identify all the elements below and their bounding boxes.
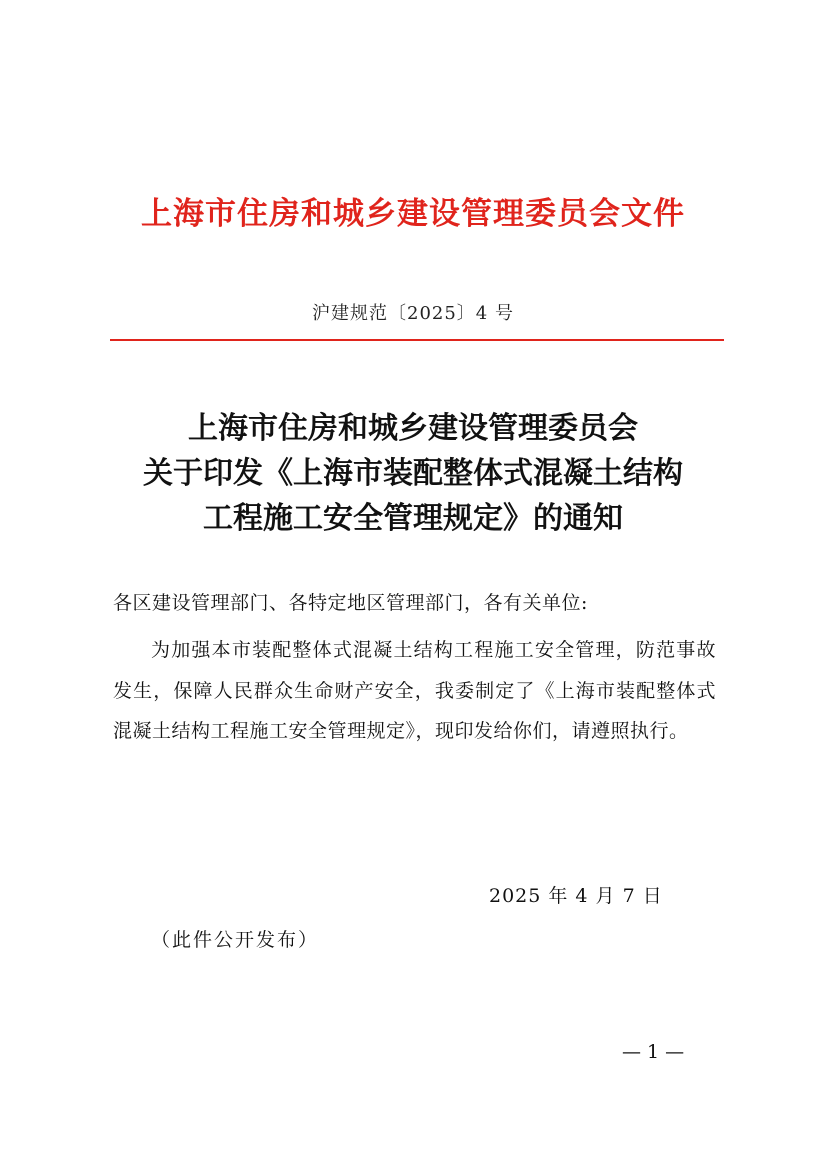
title-line-3: 工程施工安全管理规定》的通知 <box>203 501 623 536</box>
title-line-1: 上海市住房和城乡建设管理委员会 <box>188 411 638 446</box>
document-number: 沪建规范〔2025〕4 号 <box>312 303 514 324</box>
addressee-line: 各区建设管理部门、各特定地区管理部门，各有关单位: <box>113 592 588 614</box>
document-title <box>0 406 826 541</box>
publish-note: （此件公开发布） <box>151 929 320 951</box>
body-paragraph: 为加强本市装配整体式混凝土结构工程施工安全管理，防范事故发生，保障人民群众生命财产安全，我委制定了《上海市装配整体式混凝土结构工程施工安全管理规定》，现印发给你们，请遵照执行。 <box>113 639 716 742</box>
red-divider-line <box>110 339 724 341</box>
title-line-2: 关于印发《上海市装配整体式混凝土结构 <box>143 456 683 491</box>
issuer-header: 上海市住房和城乡建设管理委员会文件 <box>141 196 685 232</box>
page-number: — 1 — <box>622 1041 685 1063</box>
issue-date: 2025 年 4 月 7 日 <box>489 885 663 907</box>
